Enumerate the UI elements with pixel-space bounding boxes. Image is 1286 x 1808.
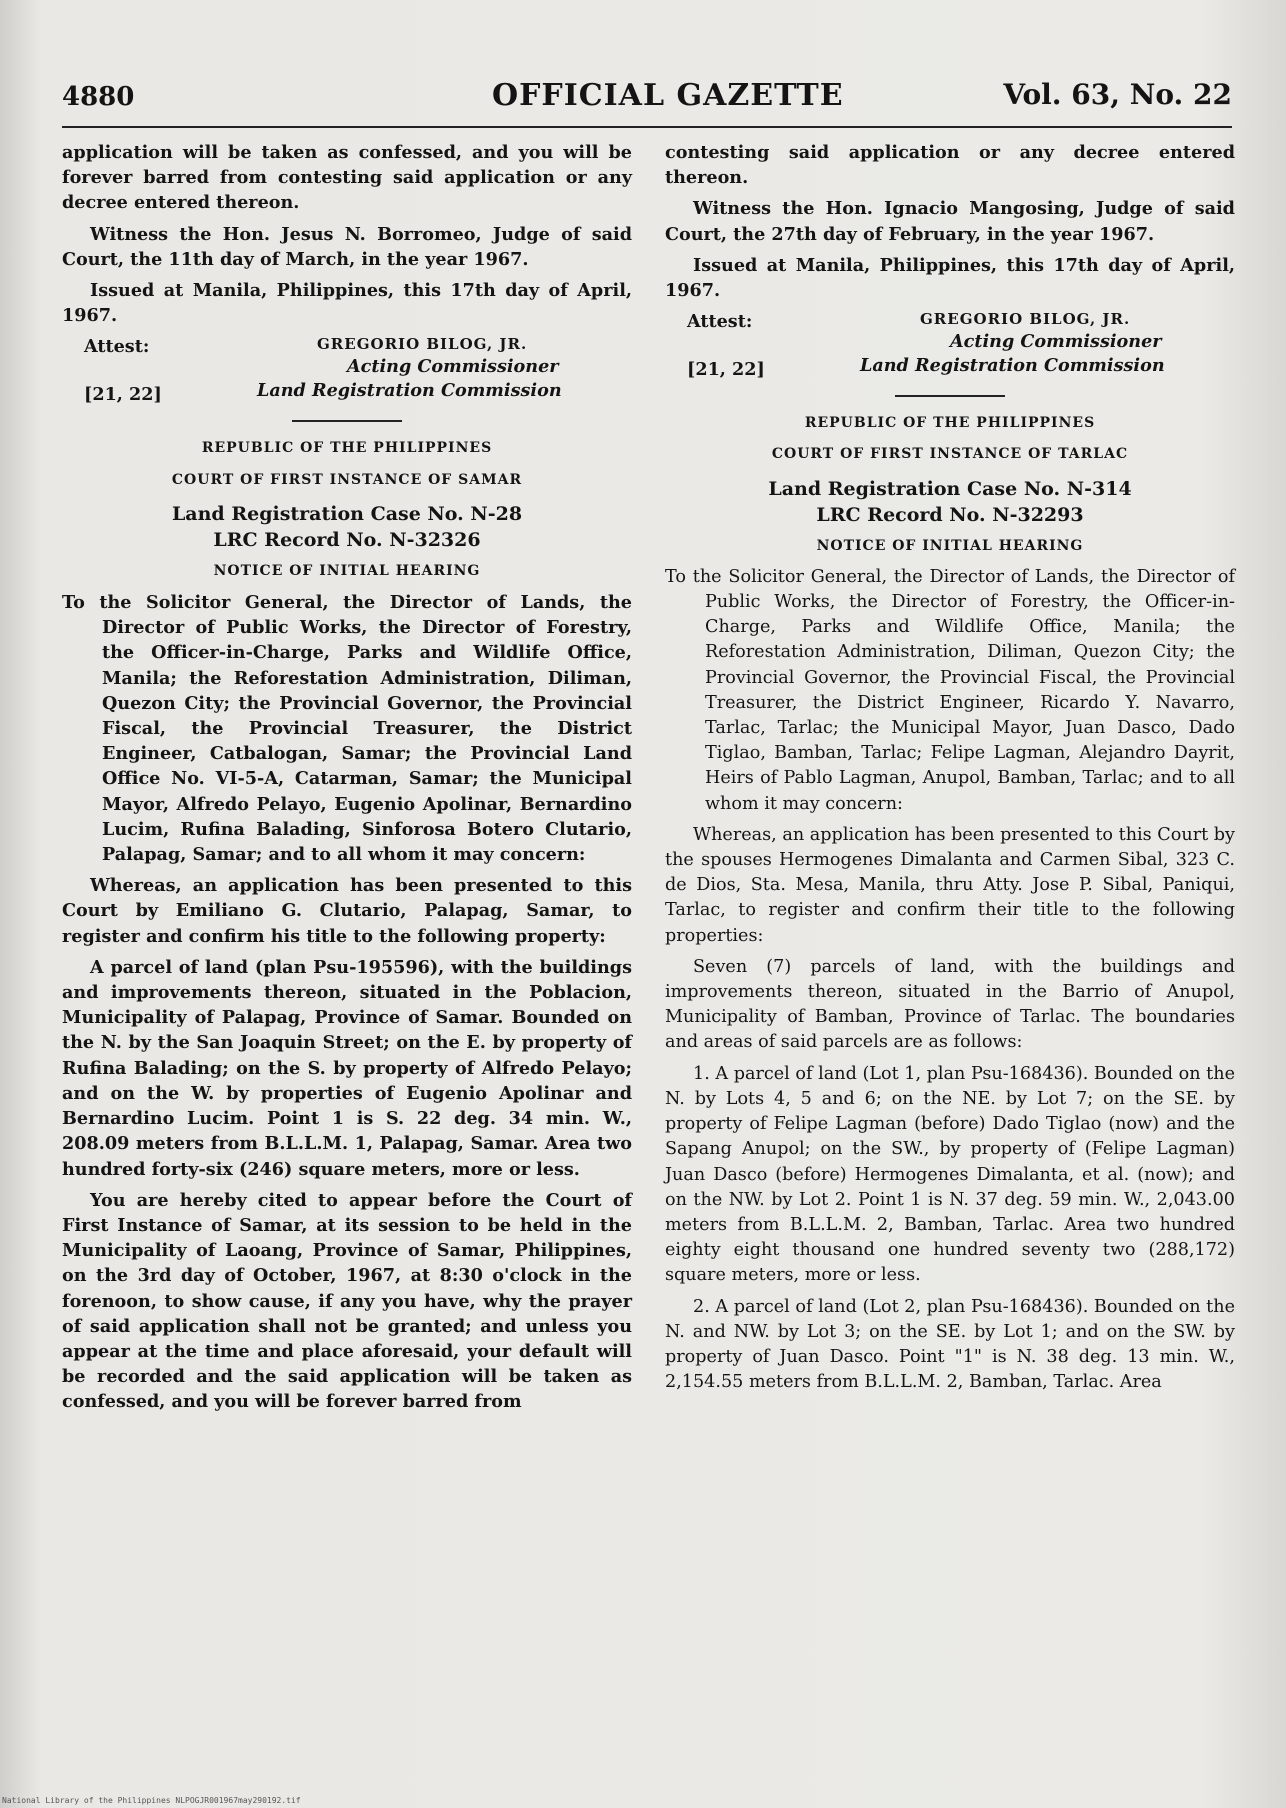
notice-heading: NOTICE OF INITIAL HEARING	[816, 537, 1084, 554]
signer-title: Acting Commissioner	[347, 356, 559, 378]
volume-number: Vol. 63, No. 22	[1003, 78, 1232, 111]
signer-name: GREGORIO BILOG, JR.	[317, 335, 528, 354]
signer-title: Acting Commissioner	[950, 331, 1162, 353]
right-continuation: contesting said application or any decree entered thereon.	[665, 142, 1235, 189]
right-witness: Witness the Hon. Ignacio Mangosing, Judge of said Court, the 27th day of February, in the year 1967.	[665, 198, 1235, 245]
left-continuation: application will be taken as confessed, and you will be forever barred from contesting said application or any decree entered thereon.	[62, 142, 632, 214]
left-attest-block	[62, 334, 632, 406]
parcel-lot-2: 2. A parcel of land (Lot 2, plan Psu-168436). Bounded on the N. and NW. by Lot 3; on the SE. by Lot 1; and on the SW. by property of Juan Dasco. Point "1" is N. 38 deg. 13 min. W., 2,154.55 meters from B.L.L.M. 2, Bamban, Tarlac. Area	[665, 1296, 1235, 1393]
signer-office: Land Registration Commission	[257, 380, 562, 402]
court-heading: COURT OF FIRST INSTANCE OF SAMAR	[171, 471, 523, 488]
scan-footer: National Library of the Philippines NLPOGJR001967may290192.tif	[2, 1796, 301, 1805]
header-rule	[62, 126, 1232, 128]
signer-name: GREGORIO BILOG, JR.	[920, 310, 1131, 329]
left-issued: Issued at Manila, Philippines, this 17th day of April, 1967.	[62, 280, 632, 327]
page-header	[62, 78, 1232, 118]
republic-heading: REPUBLIC OF THE PHILIPPINES	[804, 415, 1096, 432]
issue-reference: [21, 22]	[84, 384, 162, 406]
attest-label: Attest:	[84, 336, 150, 358]
signer-office: Land Registration Commission	[860, 355, 1165, 377]
right-issued: Issued at Manila, Philippines, this 17th day of April, 1967.	[665, 254, 1235, 302]
parcel-description: A parcel of land (plan Psu-195596), with the buildings and improvements thereon, situated in the Poblacion, Municipality of Palapag, Province of Samar. Bounded on the N. by the San Joaquin Street; on the E. by property of Rufina Balading; on the S. by property of Alfredo Pelayo; and on the W. by properties of Eugenio Apolinar and Bernardino Lucim. Point 1 is S. 22 deg. 34 min. W., 208.09 meters from B.L.L.M. 1, Palapag, Samar. Area two hundred forty-six (246) square meters, more or less.	[62, 956, 632, 1180]
left-witness: Witness the Hon. Jesus N. Borromeo, Judge of said Court, the 11th day of March, in the year 1967.	[62, 223, 632, 270]
right-attest-block	[665, 309, 1235, 381]
record-number: LRC Record No. N-32326	[213, 528, 481, 551]
whereas-paragraph: Whereas, an application has been presented to this Court by Emiliano G. Clutario, Palapag, Samar, to register and confirm his title to the following property:	[62, 875, 632, 947]
section-divider	[895, 395, 1005, 397]
case-numbers	[62, 501, 632, 553]
page-number: 4880	[62, 82, 135, 112]
gazette-title: OFFICIAL GAZETTE	[492, 78, 844, 113]
addressees: To the Solicitor General, the Director of Lands, the Director of Public Works, the Director of Forestry, the Officer-in-Charge, Parks and Wildlife Office, Manila; the Reforestation Administration, Diliman, Quezon City; the Provincial Governor, the Provincial Fiscal, the Provincial Treasurer, the District Engineer, Catbalogan, Samar; the Provincial Land Office No. VI-5-A, Catarman, Samar; the Municipal Mayor, Alfredo Pelayo, Eugenio Apolinar, Bernardino Lucim, Rufina Balading, Sinforosa Botero Clutario, Palapag, Samar; and to all whom it may concern:	[62, 592, 632, 866]
addressees: To the Solicitor General, the Director of Lands, the Director of Public Works, the Director of Forestry, the Officer-in-Charge, Parks and Wildlife Office, Manila; the Reforestation Administration, Diliman, Quezon City; the Provincial Governor, the Provincial Fiscal, the Provincial Treasurer, the District Engineer, Ricardo Y. Navarro, Tarlac, Tarlac; the Municipal Mayor, Juan Dasco, Dado Tiglao, Bamban, Tarlac; Felipe Lagman, Alejandro Dayrit, Heirs of Pablo Lagman, Anupol, Bamban, Tarlac; and to all whom it may concern:	[665, 566, 1235, 814]
citation-paragraph: You are hereby cited to appear before the Court of First Instance of Samar, at its session to be held in the Municipality of Laoang, Province of Samar, Philippines, on the 3rd day of October, 1967, at 8:30 o'clock in the forenoon, to show cause, if any you have, why the prayer of said application shall not be granted; and unless you appear at the time and place aforesaid, your default will be recorded and the said application will be taken as confessed, and you will be forever barred from	[62, 1189, 632, 1413]
court-heading: COURT OF FIRST INSTANCE OF TARLAC	[771, 446, 1129, 463]
whereas-paragraph: Whereas, an application has been presented to this Court by the spouses Hermogenes Dimalanta and Carmen Sibal, 323 C. de Dios, Sta. Mesa, Manila, thru Atty. Jose P. Sibal, Paniqui, Tarlac, to register and confirm their title to the following properties:	[665, 824, 1235, 946]
attest-label: Attest:	[687, 311, 753, 333]
case-numbers	[665, 476, 1235, 528]
issue-reference: [21, 22]	[687, 359, 765, 381]
parcels-intro: Seven (7) parcels of land, with the buildings and improvements thereon, situated in the Barrio of Anupol, Municipality of Bamban, Province of Tarlac. The boundaries and areas of said parcels are as follows:	[665, 956, 1235, 1053]
republic-heading: REPUBLIC OF THE PHILIPPINES	[201, 440, 493, 457]
parcel-lot-1: 1. A parcel of land (Lot 1, plan Psu-168436). Bounded on the N. by Lots 4, 5 and 6; on the NE. by Lot 7; on the SE. by property of Felipe Lagman (before) Dado Tiglao (now) and the Sapang Anupol; on the SW., by property of (Felipe Lagman) Juan Dasco (before) Hermogenes Dimalanta, et al. (now); and on the NW. by Lot 2. Point 1 is N. 37 deg. 59 min. W., 2,043.00 meters from B.L.L.M. 2, Bamban, Tarlac. Area two hundred eighty eight thousand one hundred seventy two (288,172) square meters, more or less.	[665, 1063, 1235, 1286]
case-number: Land Registration Case No. N-28	[171, 502, 523, 525]
left-column	[62, 140, 632, 1421]
right-column	[665, 140, 1235, 1401]
notice-heading: NOTICE OF INITIAL HEARING	[213, 562, 481, 579]
section-divider	[292, 420, 402, 422]
record-number: LRC Record No. N-32293	[816, 503, 1084, 526]
case-number: Land Registration Case No. N-314	[768, 477, 1132, 500]
